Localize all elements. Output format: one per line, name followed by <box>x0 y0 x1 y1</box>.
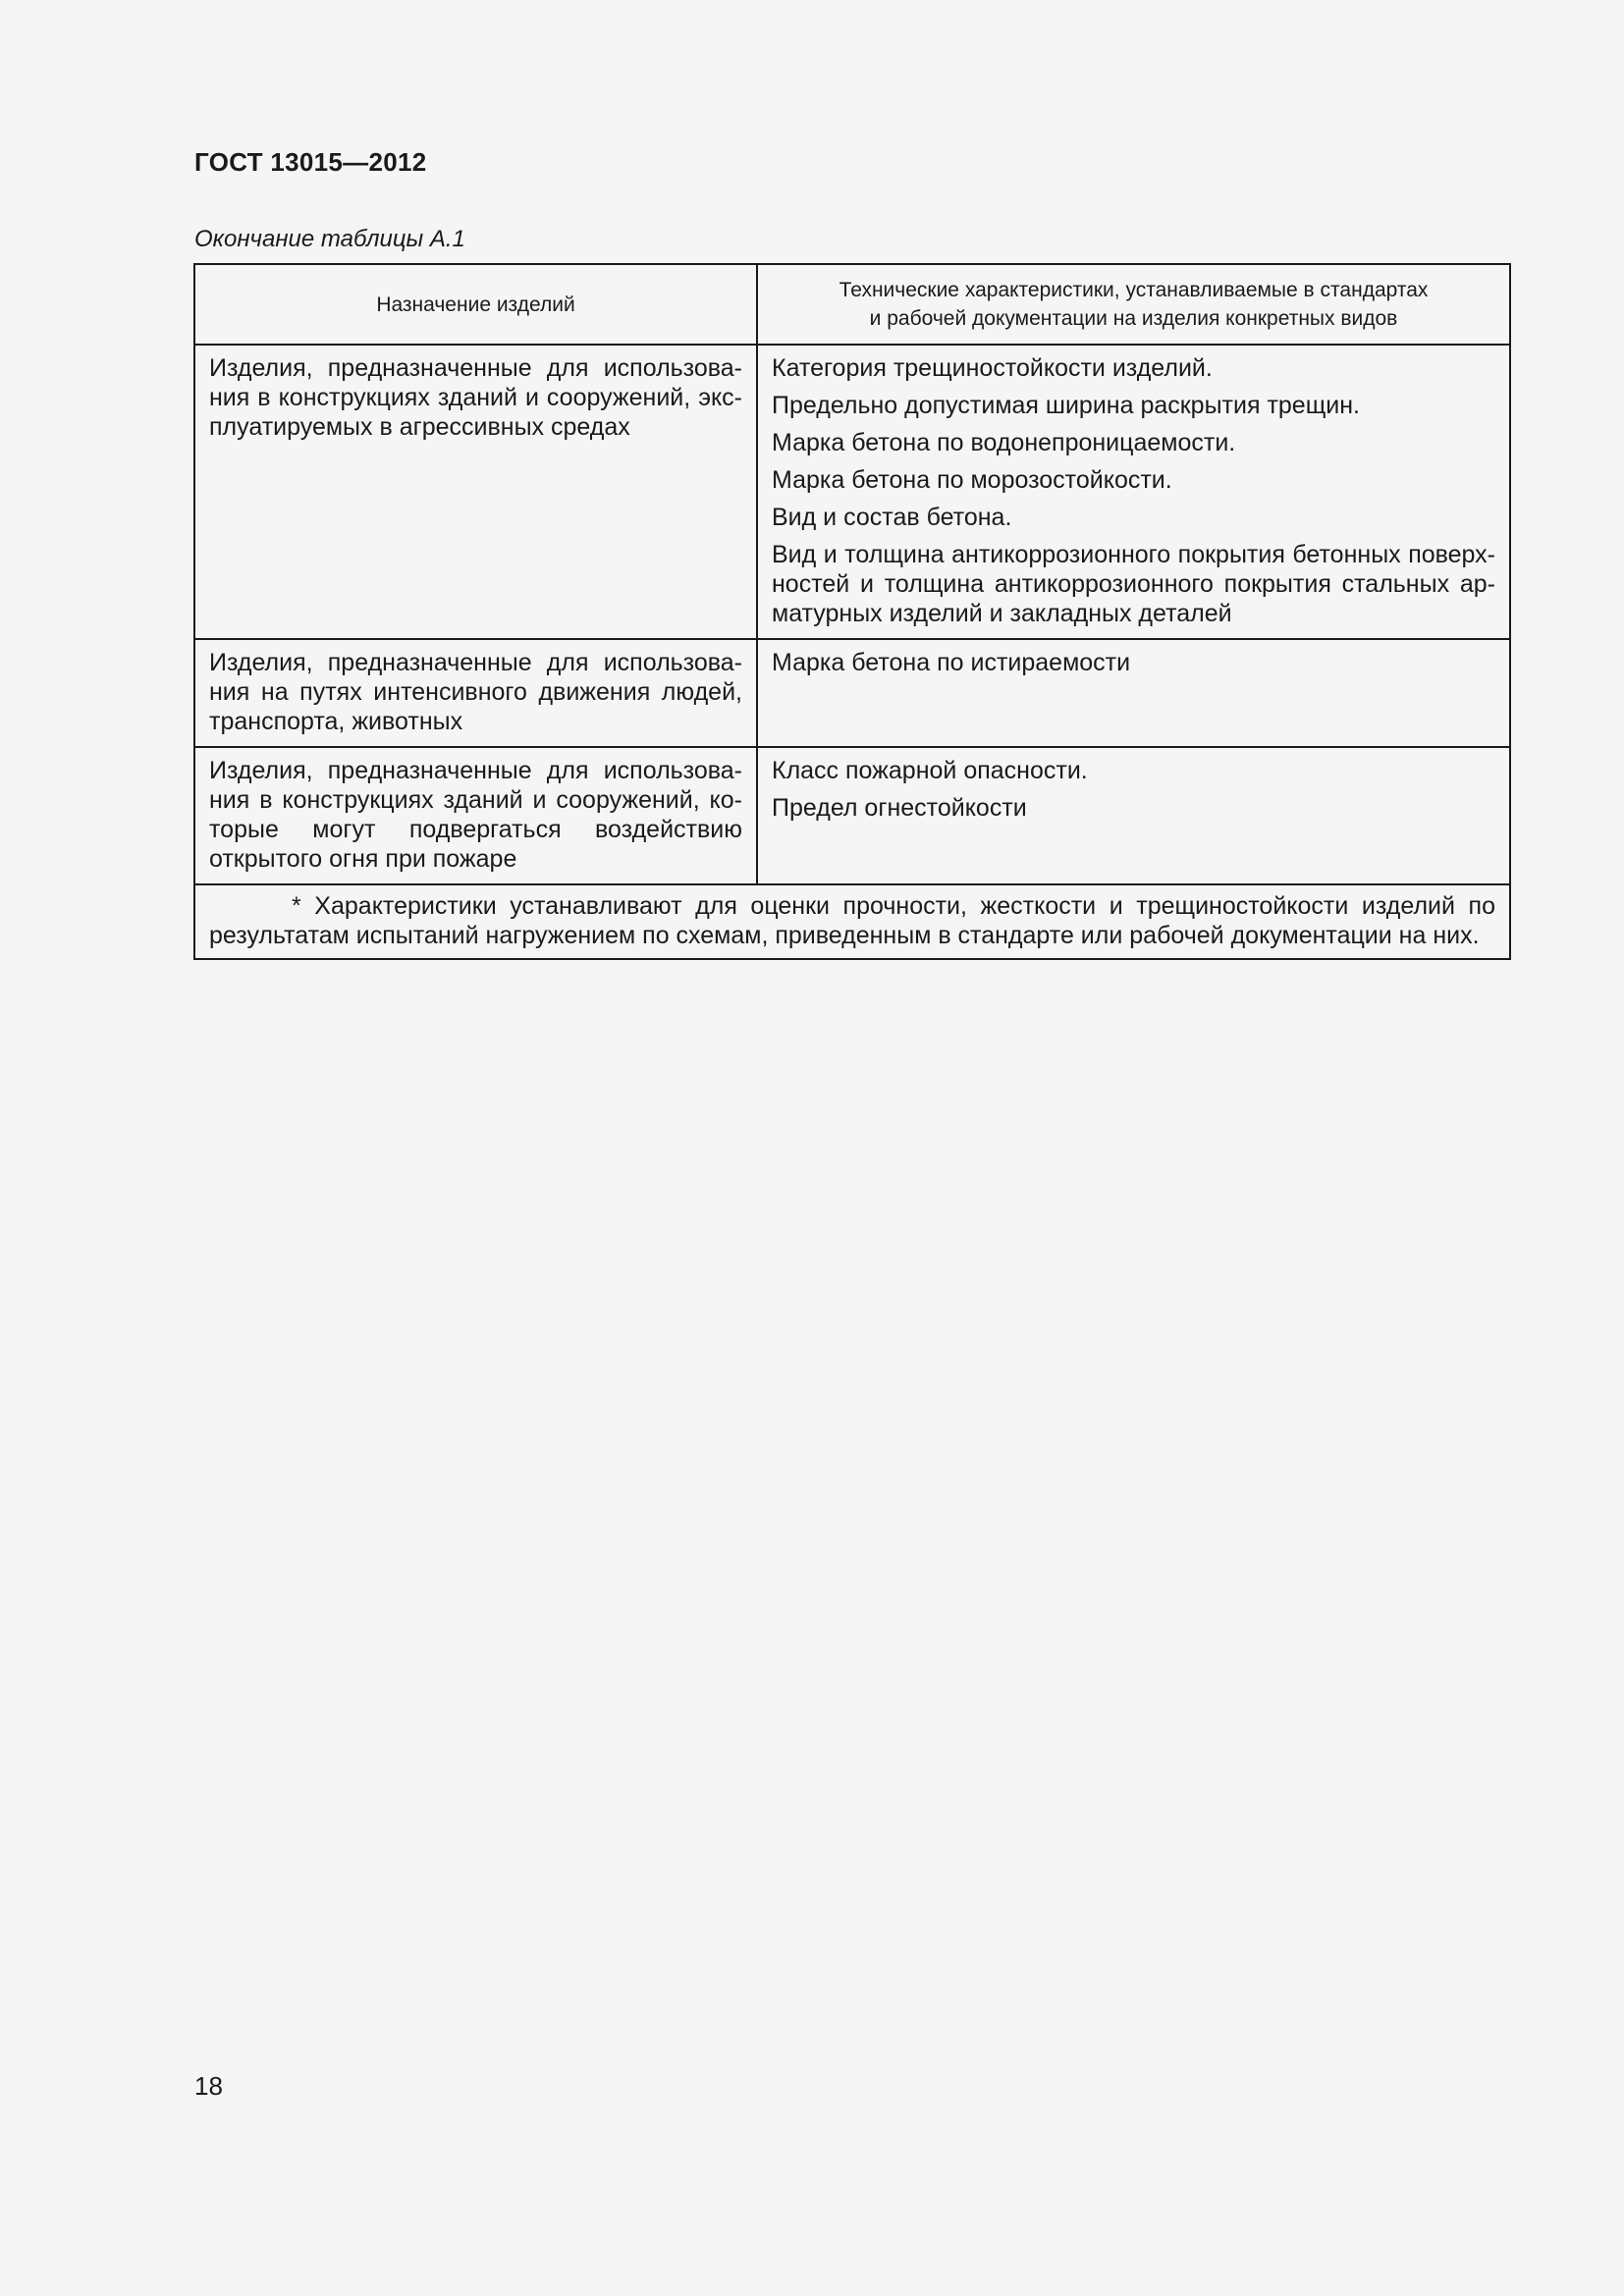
table-row <box>194 747 1510 884</box>
footnote-row <box>194 884 1510 959</box>
table-caption: Окончание таблицы А.1 <box>194 226 465 252</box>
document-header: ГОСТ 13015—2012 <box>194 147 427 177</box>
characteristic-item: Вид и состав бетона. <box>772 504 1012 531</box>
specification-table <box>193 263 1511 960</box>
characteristic-item: Марка бетона по истираемости <box>772 649 1131 676</box>
table-header-row <box>194 264 1510 345</box>
characteristic-item: Марка бетона по морозостойкости. <box>772 466 1172 494</box>
table-row <box>194 345 1510 639</box>
header-characteristics <box>757 264 1510 345</box>
table-footnote: * Характеристики устанавливают для оценки прочности, жесткости и трещиностойкости изделий по результатам испытаний нагружением по схемам, приведенным в стандарте или рабочей документации на них. <box>194 884 1510 959</box>
characteristics-cell <box>757 639 1510 747</box>
purpose-cell: Изделия, предназначенные для использования в конструкциях зданий и сооружений, эксплуатируемых в агрессивных средах <box>194 345 757 639</box>
characteristic-item: Марка бетона по водонепроницаемости. <box>772 429 1236 456</box>
table-row <box>194 639 1510 747</box>
characteristics-cell <box>757 345 1510 639</box>
characteristics-cell <box>757 747 1510 884</box>
characteristic-item: Предельно допустимая ширина раскрытия трещин. <box>772 392 1360 419</box>
characteristic-item: Предел огнестойкости <box>772 794 1027 822</box>
characteristic-item: Категория трещиностойкости изделий. <box>772 354 1213 382</box>
purpose-cell: Изделия, предназначенные для использования в конструкциях зданий и сооружений, которые могут подвергаться воздействию открытого огня при пожаре <box>194 747 757 884</box>
page-number: 18 <box>194 2071 223 2101</box>
header-purpose: Назначение изделий <box>194 264 757 345</box>
characteristic-item: Вид и толщина антикоррозионного покрытия бетонных поверхностей и толщина антикоррозионного покрытия стальных арматурных изделий и закладных деталей <box>772 541 1495 627</box>
purpose-cell: Изделия, предназначенные для использования на путях интенсивного движения людей, транспорта, животных <box>194 639 757 747</box>
characteristic-item: Класс пожарной опасности. <box>772 757 1088 784</box>
header-characteristics-line: Технические характеристики, устанавливаемые в стандартах и рабочей документации на изделия конкретных видов <box>839 279 1429 330</box>
